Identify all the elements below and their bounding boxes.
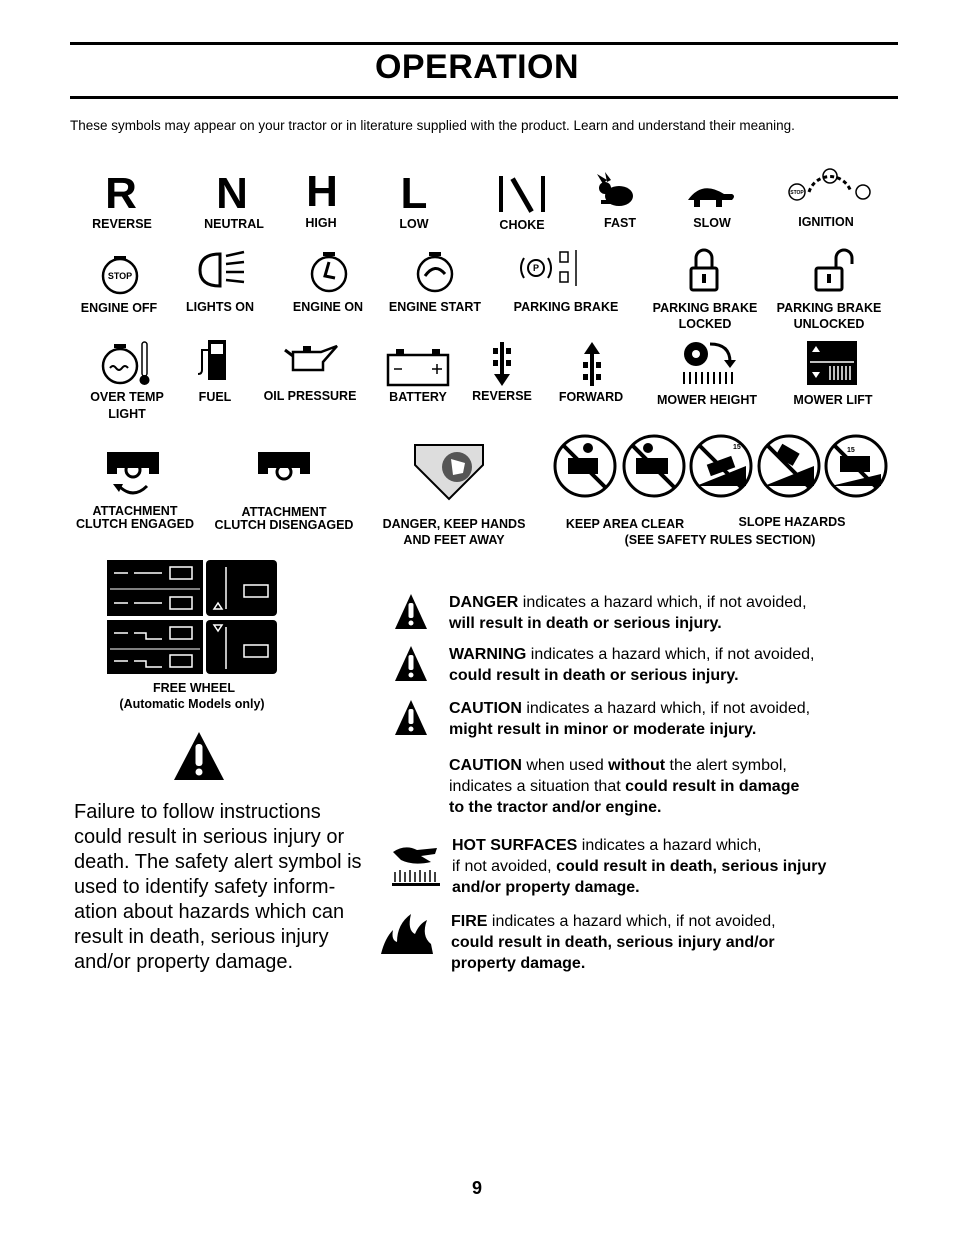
hot-surfaces-icon — [391, 838, 443, 888]
label-danger-hands-2: AND FEET AWAY — [403, 533, 505, 547]
label-free-wheel-2: (Automatic Models only) — [119, 697, 265, 711]
reverse-arrow-icon — [490, 340, 514, 388]
caution-word: CAUTION — [449, 700, 522, 717]
keep-area-clear-icon — [552, 434, 688, 500]
label-battery: BATTERY — [389, 390, 447, 404]
failure-paragraph: Failure to follow instructions could result in serious injury or death. The safety alert symbol is used to identify safety inform-ation about hazards which can result in death, serious injury and/or property damage. — [74, 801, 362, 973]
fire-definition — [451, 911, 776, 974]
danger-word: DANGER — [449, 594, 519, 611]
battery-icon — [386, 347, 450, 387]
label-over-temp-2: LIGHT — [108, 407, 146, 421]
choke-icon — [497, 174, 549, 214]
caution-definition — [449, 698, 810, 740]
top-rule — [70, 42, 898, 45]
caution-without-definition — [449, 755, 799, 818]
label-see-safety: (SEE SAFETY RULES SECTION) — [624, 533, 816, 547]
label-reverse: REVERSE — [92, 217, 152, 231]
hot-bold2: and/or property damage. — [452, 879, 640, 896]
danger-definition — [449, 592, 807, 634]
label-over-temp-1: OVER TEMP — [90, 390, 164, 404]
mower-height-icon — [680, 338, 738, 386]
caution2-without: without — [608, 757, 666, 774]
label-fast: FAST — [604, 216, 636, 230]
caution-alert-icon — [394, 699, 428, 737]
fuel-pump-icon — [196, 336, 232, 386]
label-mower-lift: MOWER LIFT — [793, 393, 873, 407]
lights-on-icon — [196, 250, 248, 290]
hot-rest: indicates a hazard which, — [577, 837, 762, 854]
fire-bold2: property damage. — [451, 955, 586, 972]
forward-arrow-icon — [580, 340, 604, 388]
caution2-bold1: could result in damage — [625, 778, 800, 795]
label-choke: CHOKE — [499, 218, 545, 232]
caution-rest: indicates a hazard which, if not avoided, — [521, 700, 811, 717]
label-low: LOW — [399, 217, 429, 231]
label-engine-start: ENGINE START — [388, 300, 482, 314]
danger-bold: will result in death or serious injury. — [449, 615, 722, 632]
danger-rest: indicates a hazard which, if not avoided, — [518, 594, 807, 611]
label-free-wheel-1: FREE WHEEL — [153, 681, 235, 695]
svg-text:P: P — [532, 263, 540, 273]
hot-bold1: could result in death, serious injury — [556, 858, 827, 875]
warning-alert-icon — [394, 645, 428, 683]
mower-lift-icon — [806, 340, 858, 386]
warning-word: WARNING — [449, 646, 527, 663]
label-parking-brake-locked-2: LOCKED — [678, 317, 732, 331]
label-attach-disengaged-2: CLUTCH DISENGAGED — [214, 518, 354, 532]
label-lights-on: LIGHTS ON — [185, 300, 255, 314]
turtle-icon — [682, 180, 738, 210]
stop-text: STOP — [107, 271, 133, 281]
fire-rest: indicates a hazard which, if not avoided, — [487, 913, 776, 930]
label-danger-hands-1: DANGER, KEEP HANDS — [382, 517, 526, 531]
parking-brake-icon — [518, 246, 582, 290]
label-high: HIGH — [305, 216, 337, 230]
label-mower-height: MOWER HEIGHT — [657, 393, 757, 407]
hot-surfaces-definition — [452, 835, 826, 898]
caution-bold: might result in minor or moderate injury. — [449, 721, 757, 738]
safety-alert-icon — [172, 730, 226, 782]
caution2-line2: indicates a situation that — [449, 778, 626, 795]
engine-start-icon — [415, 250, 455, 294]
keep-hands-away-icon — [413, 443, 485, 501]
label-parking-brake-unlocked-2: UNLOCKED — [793, 317, 865, 331]
label-reverse-arrow: REVERSE — [472, 389, 532, 403]
caution2-word: CAUTION — [449, 757, 522, 774]
warning-definition — [449, 644, 815, 686]
caution2-mid: when used — [521, 757, 609, 774]
label-attach-engaged-2: CLUTCH ENGAGED — [75, 517, 195, 531]
label-parking-brake-unlocked-1: PARKING BRAKE — [776, 301, 882, 315]
label-oil-pressure: OIL PRESSURE — [263, 389, 357, 403]
over-temp-icon — [100, 338, 152, 388]
engine-on-icon — [309, 250, 349, 294]
page-title: OPERATION — [374, 48, 580, 86]
caution2-rest: the alert symbol, — [665, 757, 787, 774]
fire-bold1: could result in death, serious injury and/or — [451, 934, 775, 951]
reverse-letter-icon: R — [105, 169, 137, 218]
slope-15-label: 15 — [733, 444, 741, 451]
page-number: 9 — [471, 1178, 482, 1198]
intro-text: These symbols may appear on your tractor or in literature supplied with the product. Learn and understand their meaning. — [70, 118, 795, 133]
warning-bold: could result in death or serious injury. — [449, 667, 739, 684]
label-attach-disengaged-1: ATTACHMENT — [241, 505, 327, 519]
label-slope-hazards: SLOPE HAZARDS — [738, 515, 846, 529]
warning-rest: indicates a hazard which, if not avoided, — [526, 646, 815, 663]
slope-15-label: 15 — [847, 447, 855, 454]
label-parking-brake-locked-1: PARKING BRAKE — [652, 301, 758, 315]
label-engine-off: ENGINE OFF — [80, 301, 158, 315]
oil-can-icon — [281, 340, 341, 380]
high-letter-icon: H — [306, 167, 338, 216]
engine-off-icon — [100, 254, 140, 298]
label-ignition: IGNITION — [798, 215, 854, 229]
danger-alert-icon — [394, 593, 428, 631]
free-wheel-icon — [106, 559, 278, 675]
caution2-bold2: to the tractor and/or engine. — [449, 799, 662, 816]
low-letter-icon: L — [400, 169, 428, 218]
attachment-engaged-icon — [103, 448, 163, 500]
fire-word: FIRE — [451, 913, 488, 930]
neutral-letter-icon: N — [216, 169, 248, 218]
label-neutral: NEUTRAL — [204, 217, 264, 231]
lock-locked-icon — [688, 246, 720, 294]
label-engine-on: ENGINE ON — [292, 300, 364, 314]
slope-hazards-icon — [688, 434, 890, 500]
hot-line2: if not avoided, — [452, 858, 557, 875]
title-rule — [70, 96, 898, 99]
label-attach-engaged-1: ATTACHMENT — [92, 504, 178, 518]
label-keep-area-clear: KEEP AREA CLEAR — [565, 517, 685, 531]
label-parking-brake: PARKING BRAKE — [513, 300, 619, 314]
label-slow: SLOW — [693, 216, 731, 230]
rabbit-icon — [595, 172, 639, 212]
fire-icon — [379, 910, 435, 956]
stop-text: STOP — [790, 190, 804, 196]
label-fuel: FUEL — [198, 390, 232, 404]
ignition-icon — [787, 166, 873, 206]
hot-word: HOT SURFACES — [452, 837, 578, 854]
label-forward: FORWARD — [558, 390, 624, 404]
lock-unlocked-icon — [814, 246, 854, 294]
attachment-disengaged-icon — [254, 448, 314, 488]
